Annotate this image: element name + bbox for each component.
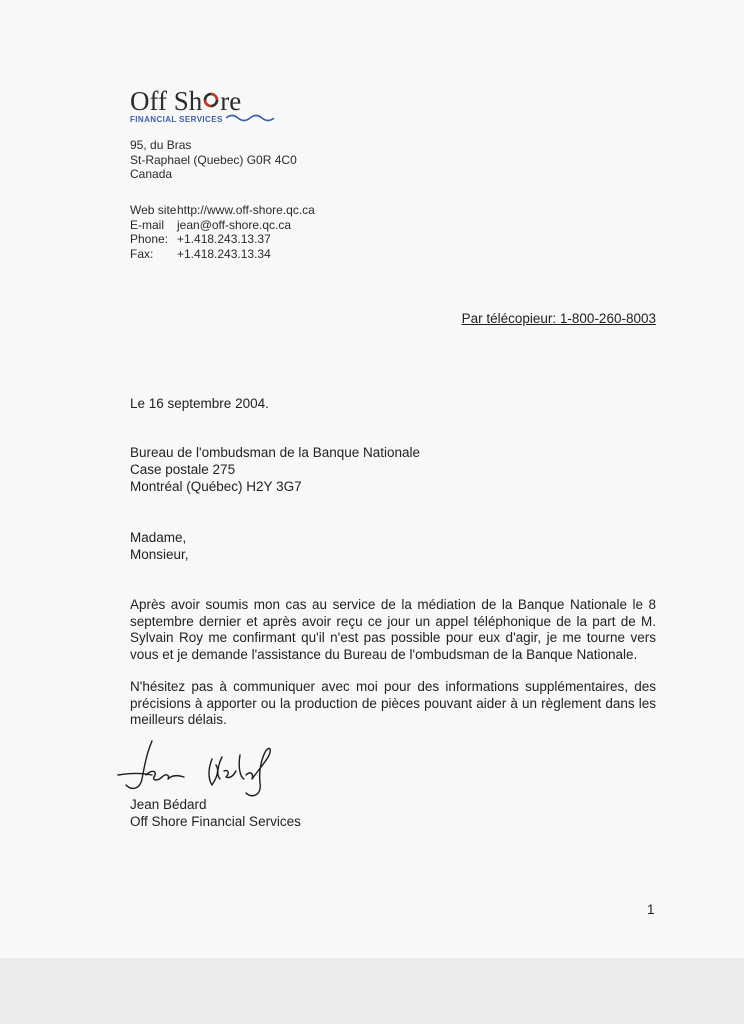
sender-address (130, 138, 297, 182)
fax-recipient-number: Par télécopieur: 1-800-260-8003 (461, 311, 656, 326)
salutation-line: Monsieur, (130, 547, 189, 562)
contact-fax: Fax: +1.418.243.13.34 (130, 246, 271, 261)
signer-block (130, 796, 301, 830)
body-paragraph: Après avoir soumis mon cas au service de la médiation de la Banque Nationale le 8 septembre dernier et après avoir reçu ce jour un appel téléphonique de la part de M. Sylvain Roy me confirmant qu'il n'est pas possible pour eux d'agir, je me tourne vers vous et je demande l'assistance du Bureau de l'ombudsman de la Banque Nationale. (130, 597, 656, 662)
logo-wordmark: Off Sh re (130, 86, 242, 116)
address-line: St-Raphael (Quebec) G0R 4C0 (130, 152, 297, 167)
address-line: 95, du Bras (130, 138, 192, 152)
contact-email: E-mail jean@off-shore.qc.ca (130, 217, 292, 232)
signer-name: Jean Bédard (130, 797, 207, 812)
address-line: Canada (130, 167, 173, 181)
salutation-line: Madame, (130, 530, 187, 545)
salutation (130, 529, 189, 563)
recipient-line: Bureau de l'ombudsman de la Banque Nationale (130, 445, 421, 460)
handwritten-signature (112, 735, 327, 805)
body-paragraph: N'hésitez pas à communiquer avec moi pour des informations supplémentaires, des précisions à apporter ou la production de pièces pouvant aider à un règlement dans les meilleurs délais. (130, 679, 656, 727)
recipient-line: Case postale 275 (130, 462, 236, 477)
scan-margin (0, 958, 744, 1024)
lifebuoy-icon (203, 84, 219, 100)
wave-icon (226, 113, 276, 123)
sender-contact (130, 203, 315, 261)
letter-date: Le 16 septembre 2004. (130, 396, 269, 411)
page-number: 1 (647, 902, 655, 917)
recipient-line: Montréal (Québec) H2Y 3G7 (130, 479, 302, 494)
signer-company: Off Shore Financial Services (130, 814, 301, 829)
contact-website: Web sitehttp://www.off-shore.qc.ca (130, 203, 315, 217)
recipient-address (130, 444, 420, 495)
company-logo (130, 84, 300, 130)
logo-tagline: FINANCIAL SERVICES (130, 115, 223, 124)
contact-phone: Phone: +1.418.243.13.37 (130, 232, 271, 246)
